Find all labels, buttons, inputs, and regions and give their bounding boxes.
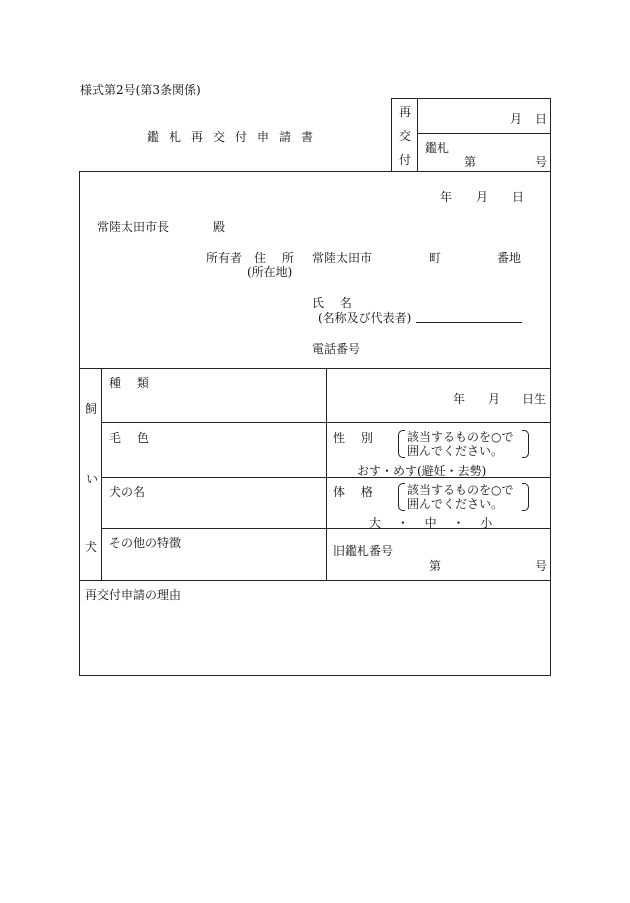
stamp-char-2: 交	[399, 129, 412, 143]
sex-options: おす・めす(避妊・去勢)	[357, 464, 487, 478]
stamp-go: 号	[535, 155, 548, 169]
addressee-name: 常陸太田市長	[97, 220, 170, 234]
phone-label: 電話番号	[312, 342, 361, 356]
reason-label: 再交付申請の理由	[85, 588, 182, 602]
birth-day: 日生	[522, 392, 547, 406]
form-id: 様式第2号(第3条関係)	[80, 83, 201, 97]
size-label: 体 格	[333, 485, 379, 499]
size-note-line1: 該当するものを○で	[407, 483, 514, 497]
sex-label: 性 別	[333, 431, 379, 445]
sex-note-line1: 該当するものを○で	[407, 430, 514, 444]
old-tag-label: 旧鑑札番号	[333, 544, 394, 558]
color-label: 毛 色	[109, 431, 155, 445]
owner-label: 所有者	[206, 251, 243, 265]
page-title: 鑑札再交付申請書	[147, 130, 324, 144]
location-label: (所在地)	[247, 265, 293, 279]
sex-note-right-brace	[522, 430, 529, 458]
dog-section-char-2: い	[86, 472, 99, 486]
other-features-label: その他の特徴	[109, 536, 182, 550]
address-banchi: 番地	[497, 251, 522, 265]
sex-note-line2: 囲んでください。	[407, 444, 504, 458]
stamp-char-3: 付	[399, 153, 412, 167]
address-label: 住 所	[254, 251, 300, 265]
stamp-char-1: 再	[399, 105, 412, 119]
addressee-honorific: 殿	[213, 220, 226, 234]
dog-name-label: 犬の名	[109, 485, 146, 499]
stamp-month: 月	[510, 112, 523, 126]
date-month: 月	[476, 190, 489, 204]
old-tag-go: 号	[535, 559, 548, 573]
address-town: 町	[429, 251, 442, 265]
dog-section-char-1: 飼	[85, 402, 98, 416]
stamp-dai: 第	[464, 155, 477, 169]
birth-month: 月	[488, 392, 501, 406]
dog-section-char-3: 犬	[85, 540, 98, 554]
stamp-kansatsu: 鑑札	[425, 141, 450, 155]
date-year: 年	[440, 190, 453, 204]
size-note-line2: 囲んでください。	[407, 497, 504, 511]
sex-note-left-brace	[398, 430, 405, 458]
old-tag-dai: 第	[429, 559, 442, 573]
name-sub-label: (名称及び代表者)	[318, 311, 412, 325]
birth-year: 年	[453, 392, 466, 406]
name-underline	[416, 322, 522, 323]
name-label: 氏 名	[312, 296, 358, 310]
kind-label: 種 類	[109, 376, 155, 390]
address-city: 常陸太田市	[312, 251, 373, 265]
size-note-right-brace	[522, 483, 529, 511]
date-day: 日	[512, 190, 525, 204]
size-options: 大 ・ 中 ・ 小	[369, 516, 499, 530]
stamp-day: 日	[535, 112, 548, 126]
size-note-left-brace	[398, 483, 405, 511]
